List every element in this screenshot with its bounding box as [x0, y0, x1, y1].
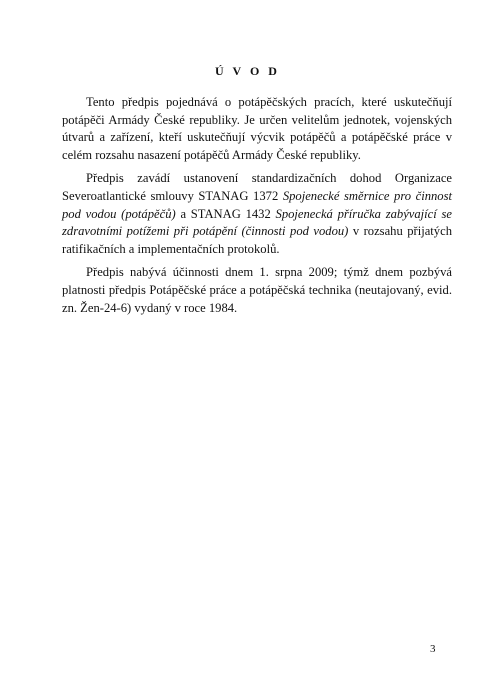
paragraph-stanag-text-1: Předpis zavádí ustanovení standardizačních dohod Organizace Severoatlantické smlouvy STANAG 1372 [62, 171, 452, 203]
paragraph-validity [62, 264, 452, 317]
paragraph-intro-text: Tento předpis pojednává o potápěčských pracích, které uskutečňují potápěči Armády České republiky. Je určen velitelům jednotek, vojenských útvarů a zařízení, kteří uskutečňují výcvik potápěčů a potápěčské práce v celém rozsahu nasazení potápěčů Armády České republiky. [62, 95, 452, 162]
stanag-1432-title: Spojenecká příručka zabývající se zdravotními potížemi při potápění (činnosti pod vodou) [62, 206, 452, 239]
paragraph-intro [62, 94, 452, 164]
stanag-1372-title: Spojenecké směrnice pro činnost pod vodou (potápěčů) [62, 188, 452, 221]
paragraph-stanag [62, 170, 452, 258]
section-heading: Ú V O D [215, 64, 280, 78]
paragraph-validity-text: Předpis nabývá účinnosti dnem 1. srpna 2009; týmž dnem pozbývá platnosti předpis Potápěčské práce a potápěčská technika (neutajovaný, evid. zn. Žen-24-6) vydaný v roce 1984. [62, 265, 452, 315]
paragraph-stanag-text-2: a STANAG 1432 [175, 206, 276, 221]
paragraph-stanag-text-3: v rozsahu přijatých ratifikačních a implementačních protokolů. [62, 224, 452, 256]
page-number: 3 [430, 643, 436, 655]
body-text [62, 94, 452, 323]
